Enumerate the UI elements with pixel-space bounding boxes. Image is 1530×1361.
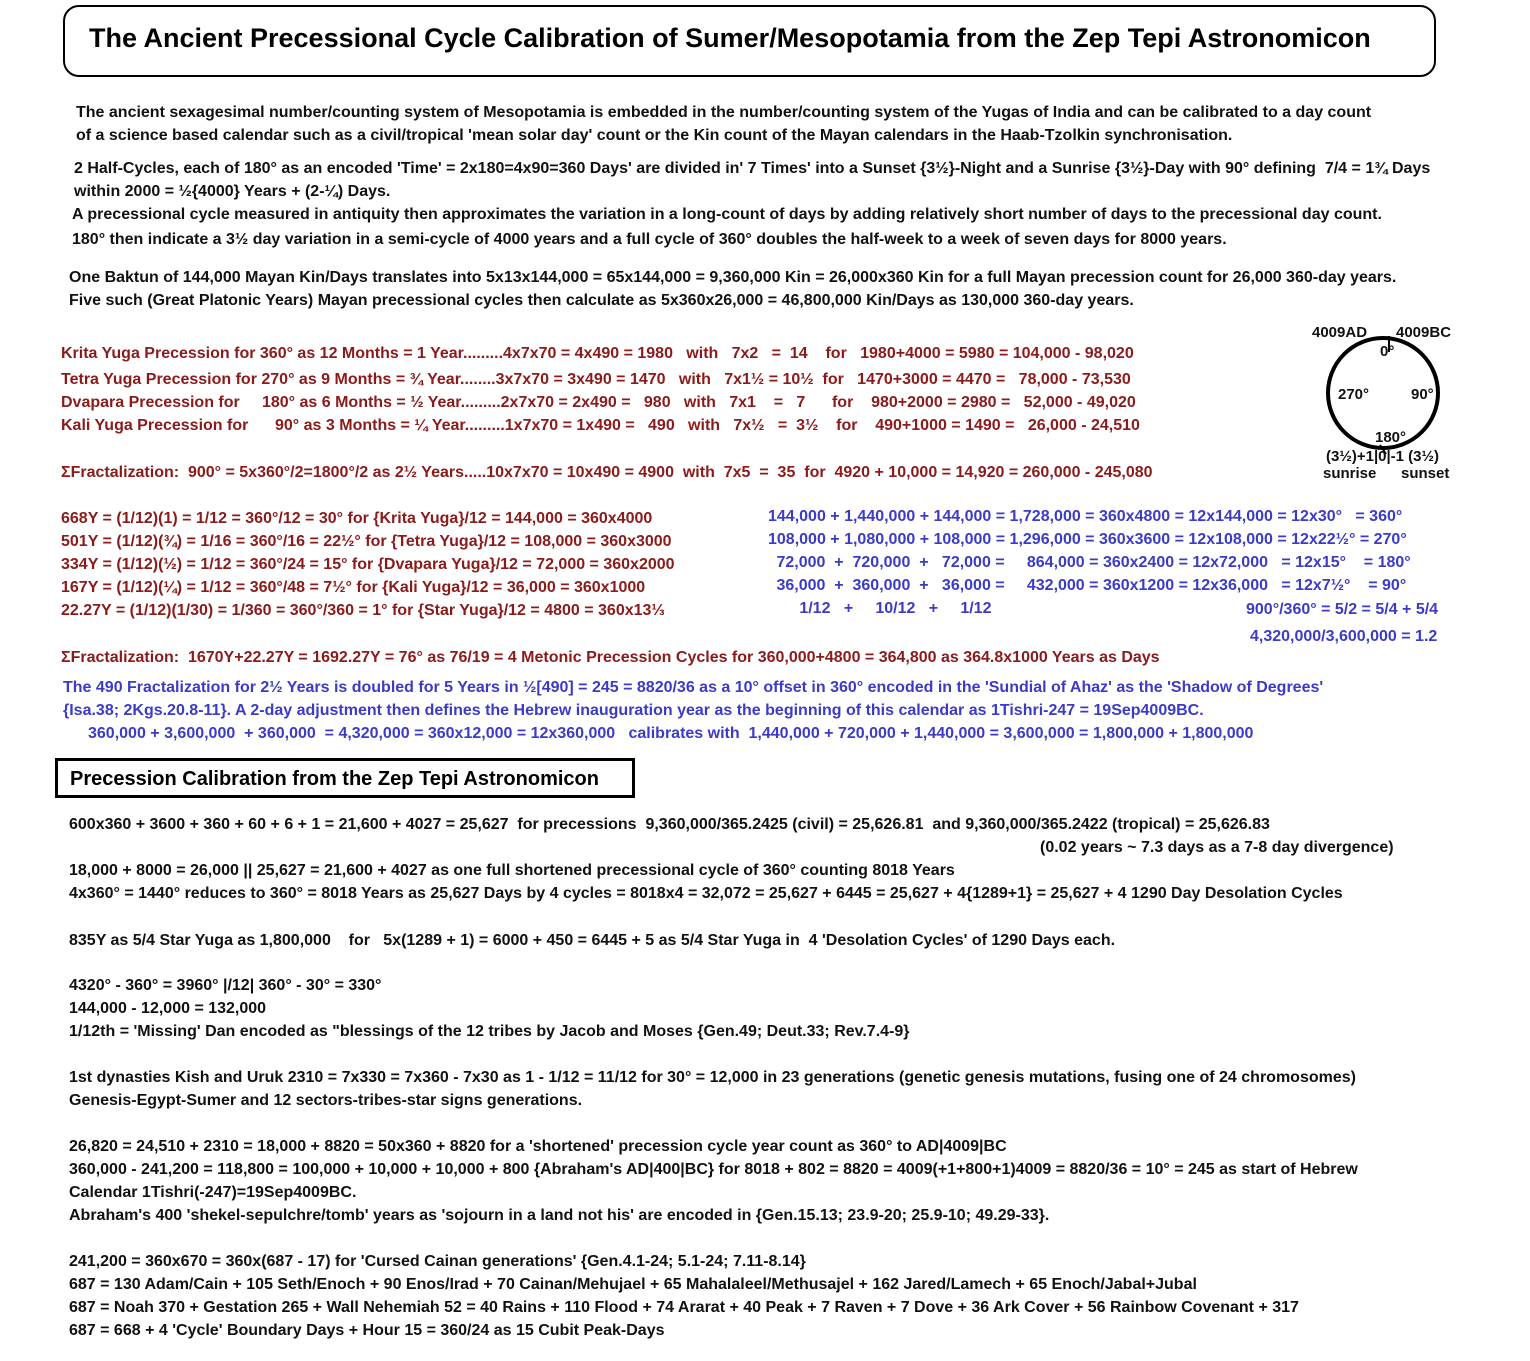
body-line-1: 600x360 + 3600 + 360 + 60 + 6 + 1 = 21,600 + 4027 = 25,627 for precessions 9,360,000/365.2425 (civil) = 25,626.81 and 9,360,000/365.2422 (tropical) = 25,626.83	[69, 816, 1270, 833]
title-box	[63, 5, 1436, 77]
body-line-12: 360,000 - 241,200 = 118,800 = 100,000 + 10,000 + 10,000 + 800 {Abraham's AD|400|BC} for 8018 + 802 = 8820 = 4009(+1+800+1)4009 = 8820/36 = 10° = 245 as start of Hebrew	[69, 1161, 1358, 1178]
diagram-sunrise-label: sunrise	[1323, 465, 1377, 482]
body-line-11: 26,820 = 24,510 + 2310 = 18,000 + 8820 = 50x360 + 8820 for a 'shortened' precession cycle year count as 360° to AD|4009|BC	[69, 1138, 1007, 1155]
body-line-4: 4x360° = 1440° reduces to 360° = 8018 Years as 25,627 Days by 4 cycles = 8018x4 = 32,072 = 25,627 + 6445 = 25,627 + 4{1289+1} = 25,627 + 4 1290 Day Desolation Cycles	[69, 885, 1343, 902]
sum-line-3: 72,000 + 720,000 + 72,000 = 864,000 = 360x2400 = 12x72,000 = 12x15° = 180°	[772, 554, 1411, 571]
body-line-9: 1st dynasties Kish and Uruk 2310 = 7x330 = 7x360 - 7x30 as 1 - 1/12 = 11/12 for 30° = 12,000 in 23 generations (genetic genesis mutations, fusing one of 24 chromosomes)	[69, 1069, 1356, 1086]
fraction-line-kali: 167Y = (1/12)(¼) = 1/12 = 360°/48 = 7½° for {Kali Yuga}/12 = 36,000 = 360x1000	[61, 579, 646, 596]
body-line-15: 241,200 = 360x670 = 360x(687 - 17) for 'Cursed Cainan generations' {Gen.4.1-24; 5.1-24; 7.11-8.14}	[69, 1253, 806, 1270]
body-line-3: 18,000 + 8000 = 26,000 || 25,627 = 21,600 + 4027 as one full shortened precessional cycle of 360° counting 8018 Years	[69, 862, 955, 879]
yuga-line-fractalization: ΣFractalization: 900° = 5x360°/2=1800°/2 as 2½ Years.....10x7x70 = 10x490 = 4900 with 7x5 = 35 for 4920 + 10,000 = 14,920 = 260,000 - 245,080	[61, 464, 1153, 481]
body-line-14: Abraham's 400 'shekel-sepulchre/tomb' years as 'sojourn in a land not his' are encoded in {Gen.15.13; 23.9-20; 25.9-10; 49.29-33}.	[69, 1207, 1050, 1224]
intro-line-7: One Baktun of 144,000 Mayan Kin/Days translates into 5x13x144,000 = 65x144,000 = 9,360,000 Kin = 26,000x360 Kin for a full Mayan precession count for 26,000 360-day years.	[69, 269, 1397, 286]
fraction-line-tetra: 501Y = (1/12)(¾) = 1/16 = 360°/16 = 22½° for {Tetra Yuga}/12 = 108,000 = 360x3000	[61, 533, 672, 550]
body-line-18: 687 = 668 + 4 'Cycle' Boundary Days + Hour 15 = 360/24 as 15 Cubit Peak-Days	[69, 1322, 665, 1339]
diagram-label-4009ad: 4009AD	[1312, 324, 1368, 341]
metonic-line: ΣFractalization: 1670Y+22.27Y = 1692.27Y = 76° as 76/19 = 4 Metonic Precession Cycles for 360,000+4800 = 364,800 as 364.8x1000 Years as Days	[61, 649, 1160, 666]
yuga-line-dvapara: Dvapara Precession for 180° as 6 Months = ½ Year.........2x7x70 = 2x490 = 980 with 7x1 = 7 for 980+2000 = 2980 = 52,000 - 49,020	[61, 394, 1136, 411]
body-line-7: 144,000 - 12,000 = 132,000	[69, 1000, 267, 1017]
sum-line-4: 36,000 + 360,000 + 36,000 = 432,000 = 360x1200 = 12x36,000 = 12x7½° = 90°	[772, 577, 1407, 594]
fraction-line-star: 22.27Y = (1/12)(1/30) = 1/360 = 360°/360 = 1° for {Star Yuga}/12 = 4800 = 360x13⅓	[61, 602, 665, 619]
fraction-line-dvapara: 334Y = (1/12)(½) = 1/12 = 360°/24 = 15° for {Dvapara Yuga}/12 = 72,000 = 360x2000	[61, 556, 675, 573]
diagram-bottom-label: (3½)+1|0|-1 (3½)	[1326, 448, 1440, 465]
ahaz-line-2: {Isa.38; 2Kgs.20.8-11}. A 2-day adjustment then defines the Hebrew inauguration year as the beginning of this calendar as 1Tishri-247 = 19Sep4009BC.	[63, 702, 1204, 719]
intro-line-8: Five such (Great Platonic Years) Mayan precessional cycles then calculate as 5x360x26,000 = 46,800,000 Kin/Days as 130,000 360-day years.	[69, 292, 1134, 309]
diagram-sunset-label: sunset	[1401, 465, 1450, 482]
ahaz-line-3: 360,000 + 3,600,000 + 360,000 = 4,320,000 = 360x12,000 = 12x360,000 calibrates with 1,440,000 + 720,000 + 1,440,000 = 3,600,000 = 1,800,000 + 1,800,000	[88, 725, 1254, 742]
body-line-2: (0.02 years ~ 7.3 days as a 7-8 day divergence)	[1040, 839, 1394, 856]
body-line-17: 687 = Noah 370 + Gestation 265 + Wall Nehemiah 52 = 40 Rains + 110 Flood + 74 Ararat + 40 Peak + 7 Raven + 7 Dove + 36 Ark Cover + 56 Rainbow Covenant + 317	[69, 1299, 1299, 1316]
section-heading-box	[55, 758, 635, 798]
body-line-13: Calendar 1Tishri(-247)=19Sep4009BC.	[69, 1184, 357, 1201]
intro-line-6: 180° then indicate a 3½ day variation in a semi-cycle of 4000 years and a full cycle of 360° doubles the half-week to a week of seven days for 8000 years.	[72, 231, 1227, 248]
diagram-deg-180: 180°	[1375, 429, 1407, 446]
yuga-line-tetra: Tetra Yuga Precession for 270° as 9 Months = ¾ Year........3x7x70 = 3x490 = 1470 with 7x1½ = 10½ for 1470+3000 = 4470 = 78,000 - 73,530	[61, 371, 1131, 388]
diagram-label-4009bc: 4009BC	[1396, 324, 1452, 341]
sum-line-6: 900°/360° = 5/2 = 5/4 + 5/4	[1246, 601, 1439, 618]
intro-line-5: A precessional cycle measured in antiquity then approximates the variation in a long-count of days by adding relatively short number of days to the precessional day count.	[72, 206, 1382, 223]
intro-line-2: of a science based calendar such as a civil/tropical 'mean solar day' count or the Kin count of the Mayan calendars in the Haab-Tzolkin synchronisation.	[76, 127, 1233, 144]
intro-line-1: The ancient sexagesimal number/counting system of Mesopotamia is embedded in the number/counting system of the Yugas of India and can be calibrated to a day count	[76, 104, 1372, 121]
page-title: The Ancient Precessional Cycle Calibration of Sumer/Mesopotamia from the Zep Tepi Astronomicon	[89, 23, 1371, 53]
sum-line-1: 144,000 + 1,440,000 + 144,000 = 1,728,000 = 360x4800 = 12x144,000 = 12x30° = 360°	[768, 508, 1403, 525]
body-line-10: Genesis-Egypt-Sumer and 12 sectors-tribes-star signs generations.	[69, 1092, 583, 1109]
body-line-16: 687 = 130 Adam/Cain + 105 Seth/Enoch + 90 Enos/Irad + 70 Cainan/Mehujael + 65 Mahalaleel/Methusajel + 162 Jared/Lamech + 65 Enoch/Jabal+Jubal	[69, 1276, 1197, 1293]
intro-line-3: 2 Half-Cycles, each of 180° as an encoded 'Time' = 2x180=4x90=360 Days' are divided in' 7 Times' into a Sunset {3½}-Night and a Sunrise {3½}-Day with 90° defining 7/4 = 1¾ Days	[74, 160, 1431, 177]
body-line-5: 835Y as 5/4 Star Yuga as 1,800,000 for 5x(1289 + 1) = 6000 + 450 = 6445 + 5 as 5/4 Star Yuga in 4 'Desolation Cycles' of 1290 Days each.	[69, 932, 1116, 949]
yuga-line-krita: Krita Yuga Precession for 360° as 12 Months = 1 Year.........4x7x70 = 4x490 = 1980 with 7x2 = 14 for 1980+4000 = 5980 = 104,000 - 98,020	[61, 345, 1134, 362]
diagram-deg-0: 0°	[1380, 343, 1395, 360]
fraction-line-krita: 668Y = (1/12)(1) = 1/12 = 360°/12 = 30° for {Krita Yuga}/12 = 144,000 = 360x4000	[61, 510, 653, 527]
section-heading: Precession Calibration from the Zep Tepi Astronomicon	[70, 768, 599, 790]
intro-line-4: within 2000 = ½{4000} Years + (2-¼) Days.	[74, 183, 391, 200]
body-line-8: 1/12th = 'Missing' Dan encoded as "blessings of the 12 tribes by Jacob and Moses {Gen.49; Deut.33; Rev.7.4-9}	[69, 1023, 910, 1040]
sum-line-2: 108,000 + 1,080,000 + 108,000 = 1,296,000 = 360x3600 = 12x108,000 = 12x22½° = 270°	[768, 531, 1407, 548]
ahaz-line-1: The 490 Fractalization for 2½ Years is doubled for 5 Years in ½[490] = 245 = 8820/36 as a 10° offset in 360° encoded in the 'Sundial of Ahaz' as the 'Shadow of Degrees'	[63, 679, 1324, 696]
sum-line-7: 4,320,000/3,600,000 = 1.2	[1250, 628, 1438, 645]
diagram-deg-90: 90°	[1411, 386, 1434, 403]
sum-line-5: 1/12 + 10/12 + 1/12	[786, 600, 992, 617]
diagram-deg-270: 270°	[1338, 386, 1370, 403]
body-line-6: 4320° - 360° = 3960° |/12| 360° - 30° = 330°	[69, 977, 382, 994]
yuga-line-kali: Kali Yuga Precession for 90° as 3 Months = ¼ Year.........1x7x70 = 1x490 = 490 with 7x½ = 3½ for 490+1000 = 1490 = 26,000 - 24,510	[61, 417, 1140, 434]
